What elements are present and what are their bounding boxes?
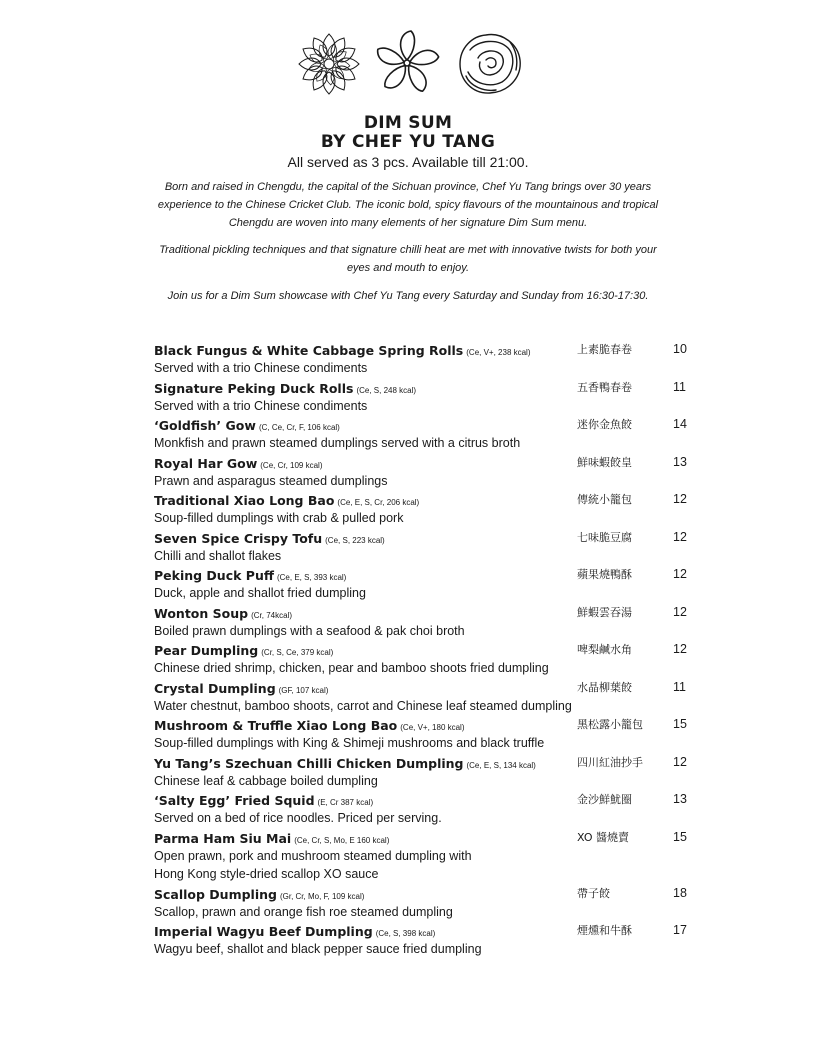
- dish-chinese-name: 黑松露小籠包: [577, 718, 643, 731]
- dish-price: 17: [673, 923, 687, 937]
- dish-price: 12: [673, 492, 687, 506]
- dish-price: 18: [673, 885, 687, 900]
- dish-price: 11: [673, 679, 686, 694]
- dish-description: Monkfish and prawn steamed dumplings served with a citrus broth: [154, 436, 521, 450]
- dish-chinese-name: 蘋果燒鴨酥: [577, 568, 632, 581]
- menu-item: [154, 603, 694, 641]
- serving-note: All served as 3 pcs. Available till 21:00.: [287, 154, 529, 170]
- dish-price: 12: [673, 604, 687, 619]
- menu-item: [154, 921, 694, 959]
- dish-price: 13: [673, 792, 687, 806]
- menu-list: [154, 340, 694, 959]
- dish-name: Black Fungus & White Cabbage Spring Rolls: [154, 343, 464, 358]
- dish-price: 12: [673, 642, 687, 656]
- dish-allergens: (C, Ce, Cr, F, 106 kcal): [258, 423, 340, 432]
- dish-name: Peking Duck Puff: [154, 568, 274, 583]
- dish-allergens: (GF, 107 kcal): [278, 685, 329, 695]
- dish-description: Open prawn, pork and mushroom steamed dumpling with: [154, 848, 472, 863]
- menu-item: [154, 790, 694, 828]
- dish-description: Chinese leaf & cabbage boiled dumpling: [154, 773, 378, 788]
- dish-chinese-name: 七味脆豆腐: [577, 530, 632, 544]
- dish-description: Chilli and shallot flakes: [154, 548, 282, 563]
- menu-item: [154, 565, 694, 603]
- dish-chinese-name: 五香鴨春卷: [577, 380, 632, 394]
- dish-price: 11: [673, 379, 686, 394]
- dish-chinese-name: 帶子餃: [577, 886, 610, 900]
- dish-chinese-name: 煙燻和牛酥: [577, 924, 632, 937]
- dish-name: Royal Har Gow: [154, 455, 258, 471]
- menu-item: [154, 884, 694, 922]
- dish-chinese-name: 鮮蝦雲吞湯: [577, 605, 632, 619]
- intro-paragraph-2: Traditional pickling techniques and that signature chilli heat are met with innovative twists for both your eyes and mouth to enjoy.: [159, 244, 657, 274]
- dish-name: Scallop Dumpling: [154, 886, 277, 902]
- dish-allergens: (Ce, Cr, S, Mo, E 160 kcal): [294, 835, 390, 845]
- plumeria-icon: [375, 31, 440, 93]
- dish-name: Traditional Xiao Long Bao: [154, 493, 335, 508]
- dish-price: 14: [673, 417, 687, 431]
- menu-item: [154, 753, 694, 791]
- dish-name: Seven Spice Crispy Tofu: [154, 530, 323, 546]
- rose-icon: [460, 35, 520, 94]
- dish-description: Prawn and asparagus steamed dumplings: [154, 473, 388, 488]
- dish-name: ‘Salty Egg’ Fried Squid: [154, 793, 315, 808]
- flower-illustrations: [0, 26, 816, 98]
- dish-allergens: (Ce, Cr, 109 kcal): [260, 460, 323, 470]
- dish-allergens: (Ce, E, S, 134 kcal): [466, 760, 536, 770]
- menu-item: [154, 528, 694, 566]
- intro-paragraph-3: Join us for a Dim Sum showcase with Chef Yu Tang every Saturday and Sunday from 16:30-17:30.: [167, 290, 649, 302]
- menu-item: [154, 378, 694, 416]
- dish-description: Soup-filled dumplings with King & Shimeji mushrooms and black truffle: [154, 736, 545, 750]
- chrysanthemum-icon: [299, 34, 359, 94]
- page-subtitle-chef: BY CHEF YU TANG: [320, 132, 496, 152]
- dish-name: Parma Ham Siu Mai: [154, 830, 292, 846]
- dish-description: Water chestnut, bamboo shoots, carrot and Chinese leaf steamed dumpling: [154, 698, 572, 713]
- dish-description: Soup-filled dumplings with crab & pulled pork: [154, 511, 404, 525]
- page-title: DIM SUM: [363, 113, 453, 133]
- dish-chinese-name: 啤梨鹹水角: [577, 643, 632, 656]
- dish-name: ‘Goldfish’ Gow: [154, 418, 256, 433]
- dish-description: Wagyu beef, shallot and black pepper sauce fried dumpling: [154, 942, 482, 956]
- dish-price: 12: [673, 754, 687, 769]
- dish-chinese-name: 鮮味蝦餃皇: [577, 455, 632, 469]
- dish-description: Scallop, prawn and orange fish roe steamed dumpling: [154, 904, 453, 919]
- dish-description: Served with a trio Chinese condiments: [154, 398, 368, 413]
- dish-allergens: (Gr, Cr, Mo, F, 109 kcal): [279, 891, 365, 901]
- dish-chinese-name: 四川紅油抄手: [577, 755, 643, 769]
- dish-allergens: (E, Cr 387 kcal): [317, 798, 374, 807]
- dish-name: Pear Dumpling: [154, 643, 259, 658]
- dish-description-continued: Hong Kong style-dried scallop XO sauce: [154, 867, 379, 881]
- dish-allergens: (Ce, S, 398 kcal): [375, 929, 436, 938]
- dish-chinese-name: XO 醬燒賣: [577, 830, 629, 844]
- dish-price: 12: [673, 529, 687, 544]
- dish-price: 12: [673, 567, 687, 581]
- dish-chinese-name: 金沙鮮魷圈: [577, 793, 632, 806]
- dish-price: 15: [673, 717, 687, 731]
- dish-name: Yu Tang’s Szechuan Chilli Chicken Dumpling: [154, 755, 464, 771]
- dish-allergens: (Ce, E, S, 393 kcal): [276, 573, 347, 582]
- dish-allergens: (Ce, S, 248 kcal): [356, 385, 417, 395]
- dish-description: Served on a bed of rice noodles. Priced per serving.: [154, 811, 442, 825]
- dish-chinese-name: 迷你金魚餃: [577, 418, 632, 431]
- dish-allergens: (Ce, S, 223 kcal): [325, 535, 385, 545]
- menu-item: [154, 415, 694, 453]
- dish-name: Signature Peking Duck Rolls: [154, 380, 354, 396]
- menu-item: [154, 490, 694, 528]
- menu-item: [154, 828, 694, 884]
- dish-description: Served with a trio Chinese condiments: [154, 361, 368, 375]
- dish-price: 15: [673, 829, 687, 844]
- intro-paragraph-1: Born and raised in Chengdu, the capital of the Sichuan province, Chef Yu Tang brings over 30 years experience to the Chinese Cricket Club. The iconic bold, spicy flavours of the mountainous and tropical Chengdu are woven into many elements of her signature Dim Sum menu.: [157, 181, 659, 229]
- menu-item: [154, 640, 694, 678]
- dish-allergens: (Cr, 74kcal): [251, 610, 292, 620]
- dish-description: Duck, apple and shallot fried dumpling: [154, 586, 366, 600]
- dish-chinese-name: 上素脆春卷: [577, 343, 632, 356]
- dish-allergens: (Ce, E, S, Cr, 206 kcal): [337, 498, 420, 507]
- dish-name: Mushroom & Truffle Xiao Long Bao: [154, 718, 398, 733]
- menu-item: [154, 715, 694, 753]
- dish-description: Boiled prawn dumplings with a seafood & pak choi broth: [154, 623, 465, 638]
- dish-allergens: (Cr, S, Ce, 379 kcal): [261, 648, 334, 657]
- dish-name: Wonton Soup: [154, 605, 249, 621]
- menu-item: [154, 678, 694, 716]
- menu-item: [154, 453, 694, 491]
- dish-chinese-name: 水晶柳葉餃: [577, 680, 632, 694]
- dish-name: Crystal Dumpling: [154, 680, 276, 696]
- dish-chinese-name: 傳統小籠包: [577, 493, 632, 506]
- menu-item: [154, 340, 694, 378]
- dish-allergens: (Ce, V+, 180 kcal): [400, 723, 465, 732]
- dish-description: Chinese dried shrimp, chicken, pear and bamboo shoots fried dumpling: [154, 661, 549, 675]
- dish-name: Imperial Wagyu Beef Dumpling: [154, 924, 373, 939]
- dish-price: 13: [673, 454, 687, 469]
- dish-price: 10: [673, 342, 687, 356]
- dish-allergens: (Ce, V+, 238 kcal): [466, 348, 531, 357]
